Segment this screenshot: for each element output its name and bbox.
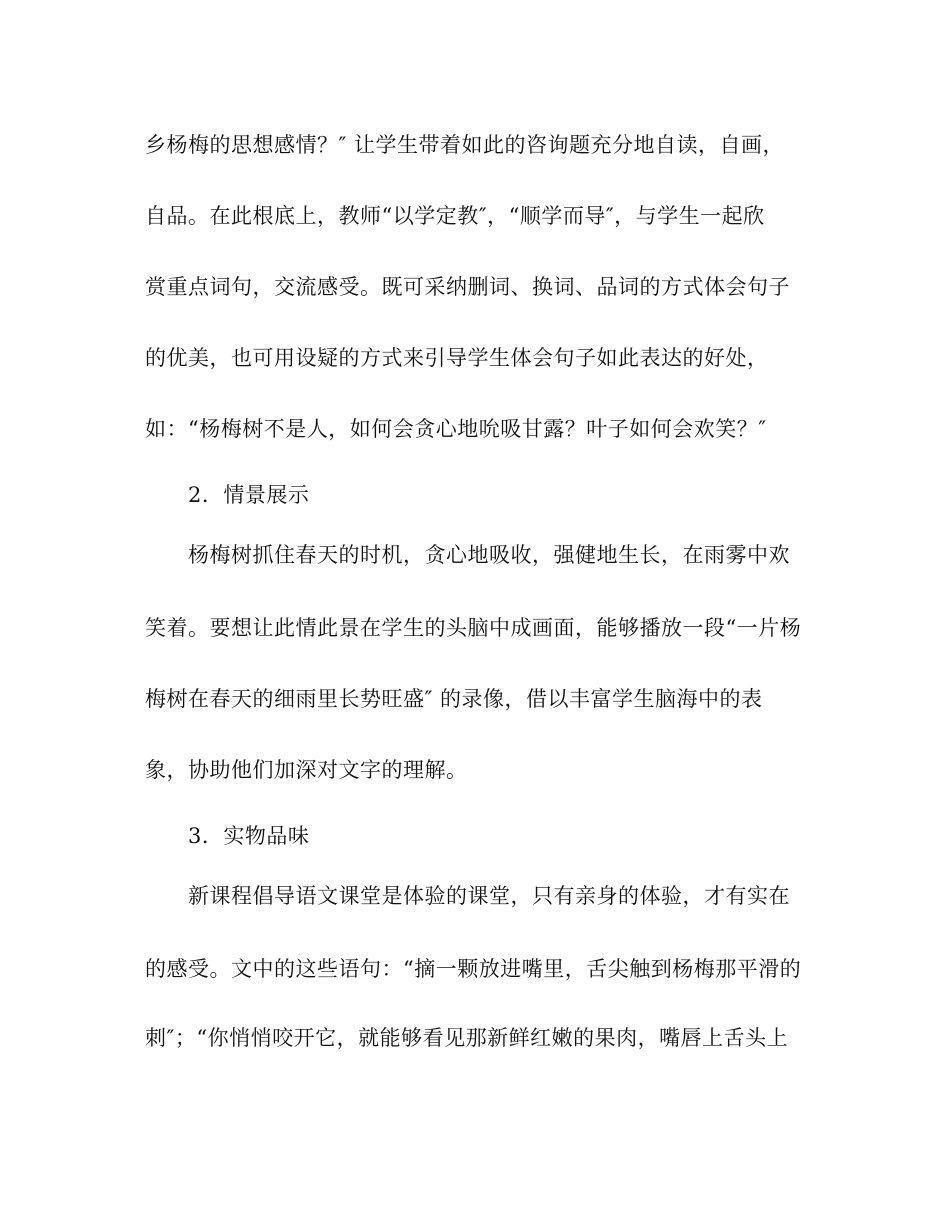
section-heading-3: 3．实物品味: [188, 824, 310, 848]
text-line-10: 象，协助他们加深对文字的理解。: [145, 758, 468, 782]
section-heading-2: 2．情景展示: [188, 483, 310, 507]
text-line-14: 刺″；“你悄悄咬开它，就能够看见那新鲜红嫩的果肉，嘴唇上舌头上: [145, 1026, 789, 1050]
text-line-3: 赏重点词句，交流感受。既可采纳删词、换词、品词的方式体会句子: [145, 275, 790, 299]
text-line-12: 新课程倡导语文课堂是体验的课堂，只有亲身的体验，才有实在: [188, 884, 790, 908]
text-line-8: 笑着。要想让此情此景在学生的头脑中成画面，能够播放一段“一片杨: [145, 616, 802, 640]
text-line-2: 自品。在此根底上，教师“以学定教″，“顺学而导″，与学生一起欣: [145, 204, 765, 228]
text-line-1: 乡杨梅的思想感情？″ 让学生带着如此的咨询题充分地自读，自画，: [145, 133, 785, 157]
text-line-7: 杨梅树抓住春天的时机，贪心地吸收，强健地生长，在雨雾中欢: [188, 543, 790, 567]
text-line-9: 梅树在春天的细雨里长势旺盛″ 的录像，借以丰富学生脑海中的表: [145, 687, 763, 711]
text-line-13: 的感受。文中的这些语句：“摘一颗放进嘴里，舌尖触到杨梅那平滑的: [145, 957, 802, 981]
text-line-5: 如：“杨梅树不是人，如何会贪心地吮吸甘露？叶子如何会欢笑？″: [145, 417, 767, 441]
text-line-4: 的优美，也可用设疑的方式来引导学生体会句子如此表达的好处，: [145, 346, 769, 370]
